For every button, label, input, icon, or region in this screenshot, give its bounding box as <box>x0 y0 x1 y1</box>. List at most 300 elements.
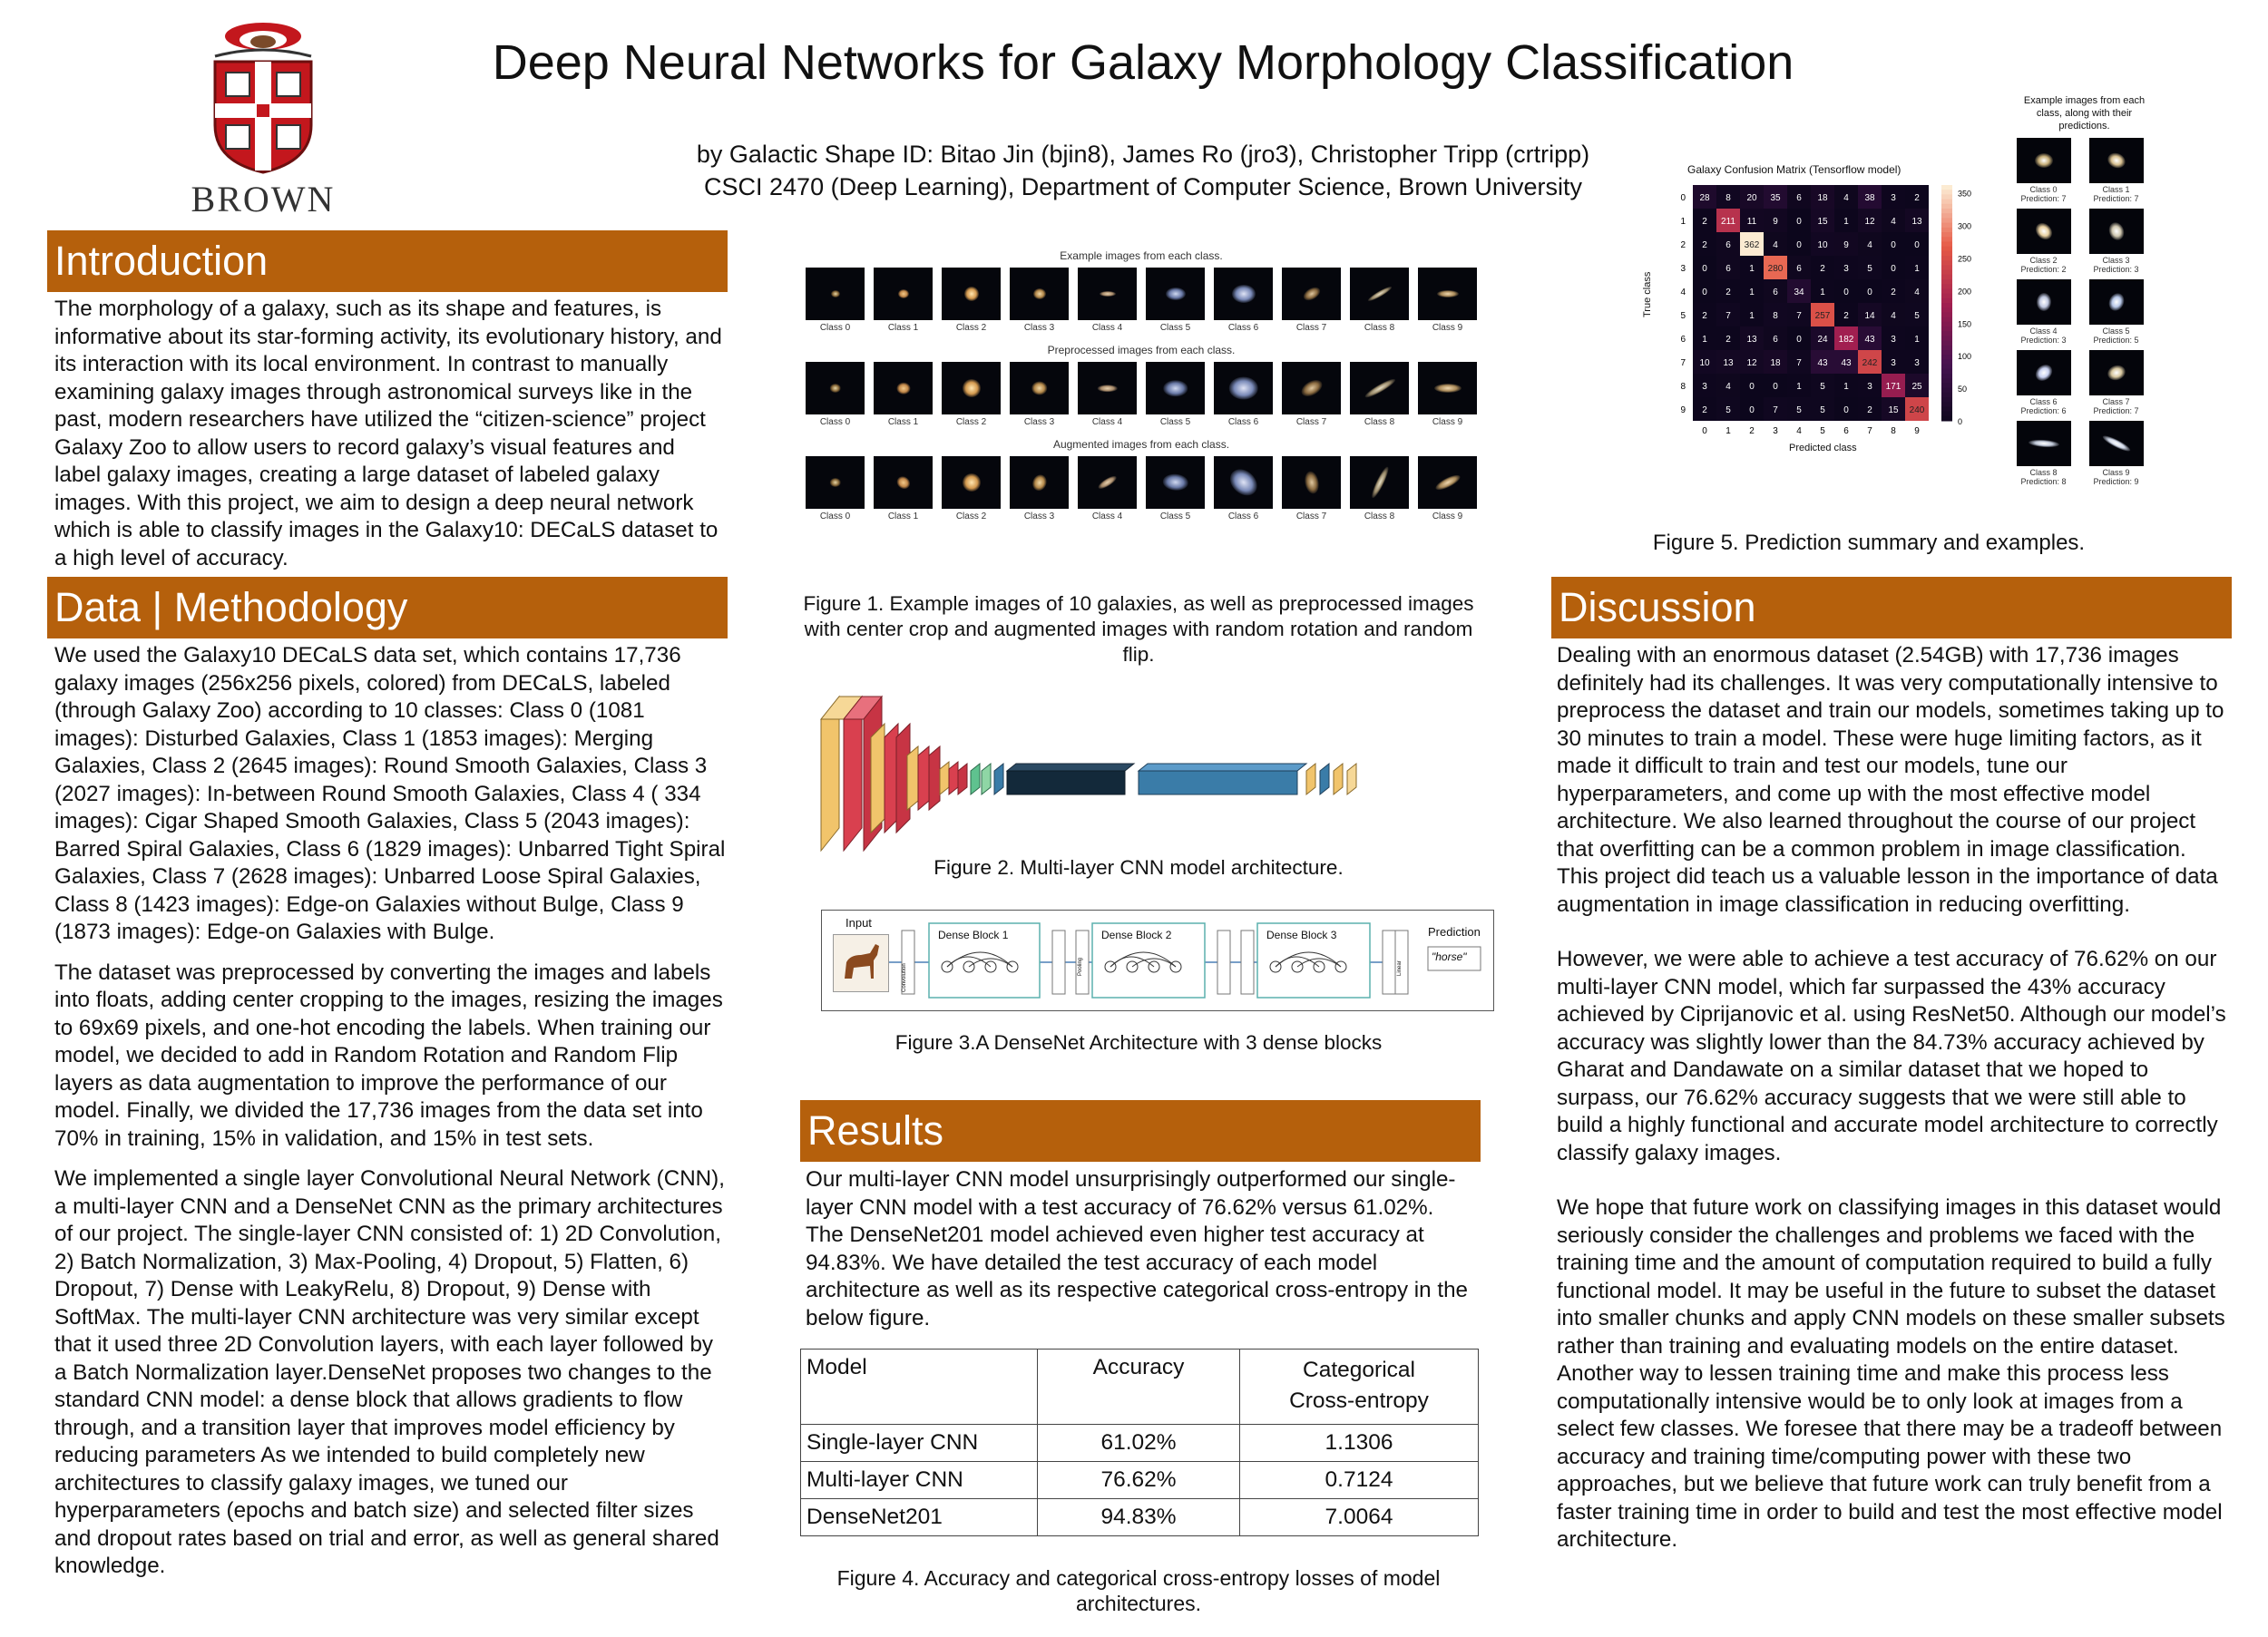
matrix-cell-value: 13 <box>1746 335 1757 345</box>
prediction-value: "horse" <box>1432 950 1467 963</box>
galaxy-thumbnail <box>806 268 865 333</box>
discussion-heading <box>1551 577 2232 638</box>
matrix-cell-value: 0 <box>1843 287 1849 297</box>
matrix-cell-value: 182 <box>1838 335 1854 345</box>
densenet-flow-diagram <box>822 911 1493 1010</box>
matrix-cell-value: 6 <box>1725 264 1731 274</box>
matrix-cell-value: 1 <box>1796 382 1802 392</box>
colorbar-segment <box>1941 223 1952 229</box>
colorbar-tick: 300 <box>1958 221 1972 231</box>
matrix-cell-value: 5 <box>1820 405 1825 415</box>
example-class: Class 6 <box>2029 397 2058 406</box>
matrix-cell-value: 18 <box>1817 193 1828 203</box>
galaxy-thumbnail <box>1078 362 1137 427</box>
colorbar-segment <box>1941 341 1952 346</box>
matrix-cell-value: 1 <box>1749 264 1755 274</box>
brown-logo <box>195 16 331 175</box>
matrix-cell-value: 3 <box>1843 264 1849 274</box>
galaxy-thumbnail <box>1010 268 1069 333</box>
matrix-cell-value: 18 <box>1770 358 1781 368</box>
galaxy-thumbnail <box>1078 456 1137 521</box>
galaxy-class-label: Class 9 <box>1432 417 1463 427</box>
matrix-cell-value: 1 <box>1749 311 1755 321</box>
galaxy-thumbnail <box>1010 362 1069 427</box>
matrix-cell-value: 6 <box>1773 335 1778 345</box>
colorbar-segment <box>1941 312 1952 317</box>
colorbar-segment <box>1941 359 1952 365</box>
galaxy-class-label: Class 7 <box>1295 323 1327 333</box>
colorbar-segment <box>1941 336 1952 341</box>
matrix-cell-value: 242 <box>1862 358 1878 368</box>
discussion-heading-text: Discussion <box>1559 584 1756 630</box>
example-prediction <box>2017 209 2071 274</box>
colorbar-segment <box>1941 369 1952 375</box>
colorbar-segment <box>1941 322 1952 327</box>
galaxy-class-label: Class 4 <box>1091 323 1123 333</box>
galaxy-class-label: Class 6 <box>1227 512 1259 521</box>
example-class: Class 1 <box>2102 185 2130 194</box>
header-cross-entropy <box>1240 1350 1479 1425</box>
galaxy-image <box>1350 456 1409 509</box>
colorbar-segment <box>1941 204 1952 209</box>
discussion-paragraph-3: We hope that future work on classifying images in this dataset would seriously consider the challenges and problems we faced with the training time and the amount of computation required to build a fully functional model. It may be useful in the future to subset the dataset into smaller chunks and apply CNN models on these smaller subsets rather than training and evaluating models on the entire dataset. Another way to lessen training time and make this process less computationally intensive would be to only look at images from a select few classes. We foresee that there may be a tradeoff between accuracy and training time/computing power with these two approaches, but we believe that future work can truly benefit from a faster training time in order to build and test the most effective model architecture. <box>1557 1195 2225 1552</box>
matrix-cell-value: 2 <box>1843 311 1849 321</box>
matrix-cell-value: 171 <box>1885 382 1901 392</box>
colorbar-segment <box>1941 406 1952 412</box>
x-tick-label: 3 <box>1773 426 1778 436</box>
matrix-cell-value: 4 <box>1867 240 1872 250</box>
example-prediction <box>2089 209 2144 274</box>
matrix-cell-value: 3 <box>1891 335 1896 345</box>
galaxy-image <box>1418 456 1477 509</box>
matrix-cell-value: 35 <box>1770 193 1781 203</box>
matrix-cell-value: 1 <box>1843 382 1849 392</box>
matrix-cell-value: 6 <box>1773 287 1778 297</box>
galaxy-class-label: Class 8 <box>1364 512 1395 521</box>
galaxy-image <box>1010 268 1069 320</box>
galaxy-image <box>1214 268 1273 320</box>
dense-block-2-label: Dense Block 2 <box>1101 929 1172 941</box>
input-label: Input <box>846 916 872 930</box>
authors-line-1: by Galactic Shape ID: Bitao Jin (bjin8), James Ro (jro3), Christopher Tripp (crtripp) <box>696 141 1590 168</box>
matrix-cell-value: 7 <box>1796 311 1802 321</box>
colorbar-tick: 50 <box>1958 385 1968 395</box>
matrix-cell-value: 1 <box>1820 287 1825 297</box>
example-galaxy-image <box>2089 138 2144 183</box>
galaxy-image <box>942 362 1001 414</box>
colorbar-tick: 0 <box>1958 417 1963 426</box>
colorbar-segment <box>1941 237 1952 242</box>
figure-1-image-row <box>806 268 1477 333</box>
colorbar-tick: 250 <box>1958 254 1972 264</box>
x-tick-label: 7 <box>1867 426 1872 436</box>
table-row <box>801 1425 1479 1462</box>
colorbar-segment <box>1941 294 1952 299</box>
example-galaxy-image <box>2017 279 2071 325</box>
galaxy-class-label: Class 7 <box>1295 417 1327 427</box>
results-table-container <box>800 1349 1481 1536</box>
galaxy-image <box>1146 268 1205 320</box>
galaxy-image <box>1010 456 1069 509</box>
colorbar-tick: 350 <box>1958 189 1972 199</box>
colorbar-segment <box>1941 241 1952 247</box>
matrix-cell-value: 1 <box>1914 335 1920 345</box>
colorbar-segment <box>1941 256 1952 261</box>
colorbar-segment <box>1941 383 1952 388</box>
conv-label: Convolution <box>902 963 907 992</box>
matrix-cell-value: 6 <box>1796 264 1802 274</box>
discussion-paragraph-2: However, we were able to achieve a test accuracy of 76.62% on our multi-layer CNN model, which far surpassed the 43% accuracy achieved by Ciprijanovic et al. using ResNet50. Although our model’s accuracy was slightly lower than the 84.73% accuracy achieved by Gharat and Dandawate on a similar dataset that we hoped to surpass, our 76.62% accuracy suggests that we were still able to build a highly functional and accurate model architecture to correctly classify galaxy images. <box>1557 947 2226 1165</box>
colorbar-segment <box>1941 190 1952 195</box>
matrix-title: Galaxy Confusion Matrix (Tensorflow model) <box>1687 163 1901 176</box>
galaxy-class-label: Class 2 <box>955 512 987 521</box>
example-galaxy-image <box>2089 350 2144 395</box>
y-tick-label: 5 <box>1680 311 1686 321</box>
colorbar-segment <box>1941 307 1952 313</box>
galaxy-image <box>1418 362 1477 414</box>
colorbar-segment <box>1941 218 1952 223</box>
matrix-cell-value: 0 <box>1867 287 1872 297</box>
galaxy-image <box>806 268 865 320</box>
colorbar-segment <box>1941 265 1952 270</box>
galaxy-class-label: Class 3 <box>1023 323 1055 333</box>
example-galaxy-image <box>2017 350 2071 395</box>
galaxy-image <box>1282 456 1341 509</box>
galaxy-class-label: Class 9 <box>1432 323 1463 333</box>
matrix-cell-value: 3 <box>1891 358 1896 368</box>
colorbar-segment <box>1941 185 1952 190</box>
example-galaxy-image <box>2017 209 2071 254</box>
pool-label: Pooling <box>1078 957 1083 976</box>
matrix-cell-value: 2 <box>1725 335 1731 345</box>
introduction-paragraph: The morphology of a galaxy, such as its shape and features, is informative about its star-forming activity, its evolutionary history, and its interaction with its local environment. In contrast to manually examining galaxy images through astronomical surveys like in the past, modern researchers have utilized the “citizen-science” project Galaxy Zoo to allow users to record galaxy’s visual features and label galaxy images, creating a large dataset of labeled galaxy images. With this project, we aim to design a deep neural network which is able to classify images in the Galaxy10: DECaLS dataset to a high level of accuracy. <box>54 297 722 570</box>
matrix-cell-value: 2 <box>1702 311 1707 321</box>
data-methodology-heading-text: Data | Methodology <box>54 584 408 630</box>
y-tick-label: 7 <box>1680 358 1686 368</box>
matrix-cell-value: 8 <box>1725 193 1731 203</box>
matrix-cell-value: 43 <box>1841 358 1852 368</box>
galaxy-class-label: Class 5 <box>1159 323 1191 333</box>
galaxy-class-label: Class 1 <box>887 323 919 333</box>
matrix-cell-value: 15 <box>1888 405 1899 415</box>
matrix-cell-value: 280 <box>1767 264 1784 274</box>
matrix-cell-value: 2 <box>1914 193 1920 203</box>
galaxy-image <box>1350 362 1409 414</box>
galaxy-thumbnail <box>1010 456 1069 521</box>
example-prediction-text: Prediction: 3 <box>2020 336 2067 345</box>
figure-1 <box>806 249 1477 521</box>
example-class: Class 0 <box>2029 185 2058 194</box>
x-tick-label: 5 <box>1820 426 1825 436</box>
matrix-xlabel: Predicted class <box>1789 443 1857 453</box>
results-paragraph: Our multi-layer CNN model unsurprisingly outperformed our single-layer CNN model with a test accuracy of 76.62% versus 61.02%. The DenseNet201 model achieved even higher test accuracy at 94.83%. We have detailed the test accuracy of each model architecture as well as its respective categorical cross-entropy in the below figure. <box>806 1167 1468 1330</box>
galaxy-image <box>942 268 1001 320</box>
galaxy-class-label: Class 3 <box>1023 512 1055 521</box>
matrix-cell-value: 4 <box>1914 287 1920 297</box>
example-class: Class 9 <box>2102 468 2130 477</box>
galaxy-thumbnail <box>1350 362 1409 427</box>
discussion-text <box>1557 642 2232 1567</box>
matrix-cell-value: 10 <box>1817 240 1828 250</box>
galaxy-thumbnail <box>1282 362 1341 427</box>
colorbar-segment <box>1941 247 1952 252</box>
galaxy-thumbnail <box>1418 268 1477 333</box>
galaxy-class-label: Class 0 <box>819 417 851 427</box>
example-class: Class 5 <box>2102 326 2130 336</box>
figure-5-caption: Figure 5. Prediction summary and examples. <box>1652 531 2086 555</box>
header-accuracy: Accuracy <box>1038 1350 1240 1425</box>
row-1-accuracy: 76.62% <box>1038 1462 1240 1499</box>
example-class: Class 3 <box>2102 256 2130 265</box>
brown-shield-icon <box>195 16 331 175</box>
example-galaxy-image <box>2089 209 2144 254</box>
matrix-cell-value: 34 <box>1794 287 1804 297</box>
galaxy-class-label: Class 9 <box>1432 512 1463 521</box>
galaxy-image <box>1214 456 1273 509</box>
matrix-cell-value: 0 <box>1749 405 1755 415</box>
x-tick-label: 6 <box>1843 426 1849 436</box>
colorbar-segment <box>1941 402 1952 407</box>
galaxy-class-label: Class 0 <box>819 323 851 333</box>
galaxy-thumbnail <box>1282 268 1341 333</box>
galaxy-image <box>1078 362 1137 414</box>
results-text <box>806 1166 1477 1345</box>
galaxy-class-label: Class 4 <box>1091 512 1123 521</box>
colorbar-segment <box>1941 213 1952 219</box>
matrix-cell-value: 0 <box>1891 264 1896 274</box>
matrix-cell-value: 43 <box>1864 335 1875 345</box>
galaxy-thumbnail <box>806 456 865 521</box>
galaxy-image <box>1146 456 1205 509</box>
y-tick-label: 3 <box>1680 264 1686 274</box>
matrix-cell-value: 1 <box>1702 335 1707 345</box>
matrix-cell-value: 2 <box>1702 405 1707 415</box>
colorbar-segment <box>1941 200 1952 205</box>
galaxy-thumbnail <box>874 456 933 521</box>
galaxy-thumbnail <box>1146 362 1205 427</box>
y-tick-label: 6 <box>1680 335 1686 345</box>
logo-text: BROWN <box>191 179 336 219</box>
galaxy-thumbnail <box>874 362 933 427</box>
colorbar-segment <box>1941 275 1952 280</box>
x-tick-label: 8 <box>1891 426 1896 436</box>
row-2-loss: 7.0064 <box>1240 1499 1479 1536</box>
authors <box>508 138 1778 203</box>
row-0-accuracy: 61.02% <box>1038 1425 1240 1462</box>
colorbar-segment <box>1941 260 1952 266</box>
figure-1-caption: Figure 1. Example images of 10 galaxies, as well as preprocessed images with center crop and augmented images with random rotation and random flip. <box>803 592 1474 666</box>
galaxy-class-label: Class 6 <box>1227 417 1259 427</box>
galaxy-thumbnail <box>1146 456 1205 521</box>
row-0-model: Single-layer CNN <box>801 1425 1038 1462</box>
matrix-cell-value: 0 <box>1796 240 1802 250</box>
galaxy-thumbnail <box>1146 268 1205 333</box>
introduction-heading <box>47 230 728 292</box>
matrix-cell-value: 0 <box>1702 287 1707 297</box>
galaxy-class-label: Class 4 <box>1091 417 1123 427</box>
matrix-cell-value: 211 <box>1721 217 1735 227</box>
colorbar-tick: 200 <box>1958 287 1972 297</box>
galaxy-image <box>1214 362 1273 414</box>
example-galaxy-image <box>2089 421 2144 466</box>
matrix-cell-value: 25 <box>1911 382 1922 392</box>
colorbar-segment <box>1941 365 1952 370</box>
row-1-loss: 0.7124 <box>1240 1462 1479 1499</box>
matrix-cell-value: 0 <box>1796 335 1802 345</box>
example-prediction <box>2017 279 2071 345</box>
colorbar-segment <box>1941 209 1952 214</box>
colorbar-segment <box>1941 326 1952 332</box>
methodology-paragraph-3: We implemented a single layer Convolutional Neural Network (CNN), a multi-layer CNN and a DenseNet CNN as the primary architectures of our project. The single-layer CNN consisted of: 1) 2D Convolution, 2) Batch Normalization, 3) Max-Pooling, 4) Dropout, 5) Flatten, 6) Dropout, 7) Dense with LeakyRelu, 8) Dropout, 9) Dense with SoftMax. The multi-layer CNN architecture was very similar except that it used three 2D Convolution layers, with each layer followed by a Batch Normalization layer.DenseNet proposes two changes to the standard CNN model: a dense block that allows gradients to flow through, and a transition layer that improves model efficiency by reducing parameters As we intended to build completely new architectures to classify galaxy images, we tuned our hyperparameters (epochs and batch size) and selected filter sizes and dropout rates based on trial and error, as well as general shared knowledge. <box>54 1166 725 1578</box>
example-prediction <box>2089 279 2144 345</box>
matrix-cell-value: 11 <box>1746 217 1757 227</box>
data-methodology-heading <box>47 577 728 638</box>
colorbar-tick: 100 <box>1958 352 1972 362</box>
galaxy-class-label: Class 2 <box>955 417 987 427</box>
galaxy-image <box>1418 268 1477 320</box>
colorbar-segment <box>1941 270 1952 276</box>
colorbar-segment <box>1941 397 1952 403</box>
colorbar-segment <box>1941 355 1952 360</box>
example-prediction-text: Prediction: 7 <box>2093 406 2139 415</box>
matrix-cell-value: 2 <box>1702 240 1707 250</box>
galaxy-thumbnail <box>942 456 1001 521</box>
galaxy-class-label: Class 5 <box>1159 417 1191 427</box>
confusion-matrix <box>1669 178 2032 450</box>
colorbar-segment <box>1941 378 1952 384</box>
example-class: Class 4 <box>2029 326 2058 336</box>
matrix-cell-value: 13 <box>1723 358 1734 368</box>
example-prediction <box>2017 421 2071 486</box>
galaxy-thumbnail <box>1350 268 1409 333</box>
matrix-cell-value: 3 <box>1867 382 1872 392</box>
colorbar-segment <box>1941 279 1952 285</box>
galaxy-image <box>806 362 865 414</box>
matrix-cell-value: 1 <box>1843 217 1849 227</box>
galaxy-thumbnail <box>1350 456 1409 521</box>
matrix-cell-value: 2 <box>1820 264 1825 274</box>
results-heading <box>800 1100 1481 1162</box>
galaxy-image <box>874 268 933 320</box>
galaxy-thumbnail <box>942 362 1001 427</box>
example-prediction-text: Prediction: 7 <box>2093 194 2139 203</box>
row-2-model: DenseNet201 <box>801 1499 1038 1536</box>
x-tick-label: 1 <box>1725 426 1731 436</box>
colorbar-segment <box>1941 388 1952 394</box>
results-table-header-row <box>801 1350 1479 1425</box>
methodology-paragraph-1: We used the Galaxy10 DECaLS data set, which contains 17,736 galaxy images (256x256 pixels, colored) from DECaLS, labeled (through Galaxy Zoo) according to 10 classes: Class 0 (1081 images): Disturbed Galaxies, Class 1 (1853 images): Merging Galaxies, Class 2 (2645 images): Round Smooth Galaxies, Class 3 (2027 images): In-between Round Smooth Galaxies, Class 4 ( 334 images): Cigar Shaped Smooth Galaxies, Class 5 (2043 images): Barred Spiral Galaxies, Class 6 (1829 images): Unbarred Tight Spiral Galaxies, Class 7 (2628 images): Unbarred Loose Spiral Galaxies, Class 8 (1423 images): Edge-on Galaxies without Bulge, Class 9 (1873 images): Edge-on Galaxies with Bulge. <box>54 643 726 944</box>
colorbar-segment <box>1941 228 1952 233</box>
galaxy-image <box>1078 268 1137 320</box>
figure-1-row-title: Preprocessed images from each class. <box>1047 344 1236 356</box>
dense-block-3-label: Dense Block 3 <box>1266 929 1337 941</box>
matrix-cell-value: 14 <box>1864 311 1875 321</box>
example-prediction-text: Prediction: 3 <box>2093 265 2139 274</box>
example-prediction-text: Prediction: 6 <box>2020 406 2067 415</box>
figure-1-row-title: Example images from each class. <box>1060 249 1223 262</box>
matrix-cell-value: 4 <box>1891 311 1896 321</box>
galaxy-class-label: Class 3 <box>1023 417 1055 427</box>
examples-grid <box>2014 138 2155 486</box>
linear-label: Linear <box>1397 960 1403 976</box>
x-tick-label: 2 <box>1749 426 1755 436</box>
poster-title: Deep Neural Networks for Galaxy Morphology Classification <box>492 35 1794 90</box>
matrix-cell-value: 9 <box>1773 217 1778 227</box>
galaxy-thumbnail <box>1418 362 1477 427</box>
galaxy-class-label: Class 1 <box>887 512 919 521</box>
matrix-cell-value: 12 <box>1746 358 1757 368</box>
example-prediction-text: Prediction: 8 <box>2020 477 2067 486</box>
matrix-cell-value: 0 <box>1914 240 1920 250</box>
figure-3-caption: Figure 3.A DenseNet Architecture with 3 dense blocks <box>894 1031 1383 1054</box>
matrix-cell-value: 7 <box>1773 405 1778 415</box>
matrix-cell-value: 0 <box>1796 217 1802 227</box>
matrix-cell-value: 0 <box>1891 240 1896 250</box>
matrix-cell-value: 20 <box>1746 193 1757 203</box>
matrix-cell-value: 28 <box>1699 193 1710 203</box>
galaxy-image <box>1282 362 1341 414</box>
figure-2-caption: Figure 2. Multi-layer CNN model architecture. <box>934 856 1344 879</box>
galaxy-class-label: Class 5 <box>1159 512 1191 521</box>
matrix-cell-value: 3 <box>1891 193 1896 203</box>
example-galaxy-image <box>2017 138 2071 183</box>
matrix-cell-value: 5 <box>1867 264 1872 274</box>
galaxy-thumbnail <box>1418 456 1477 521</box>
matrix-cell-value: 257 <box>1814 311 1831 321</box>
matrix-cell-value: 5 <box>1796 405 1802 415</box>
colorbar-tick: 150 <box>1958 319 1972 329</box>
matrix-cell-value: 4 <box>1773 240 1778 250</box>
galaxy-thumbnail <box>1214 268 1273 333</box>
y-tick-label: 9 <box>1680 405 1686 415</box>
matrix-cell-value: 15 <box>1817 217 1828 227</box>
galaxy-thumbnail <box>1282 456 1341 521</box>
example-prediction-text: Prediction: 7 <box>2020 194 2067 203</box>
example-galaxy-image <box>2017 421 2071 466</box>
matrix-cell-value: 0 <box>1843 405 1849 415</box>
figure-1-image-row <box>806 456 1477 521</box>
galaxy-class-label: Class 7 <box>1295 512 1327 521</box>
galaxy-class-label: Class 1 <box>887 417 919 427</box>
example-class: Class 8 <box>2029 468 2058 477</box>
example-galaxy-image <box>2089 279 2144 325</box>
colorbar-segment <box>1941 374 1952 379</box>
figure-5 <box>1642 154 2032 453</box>
matrix-cell-value: 24 <box>1817 335 1828 345</box>
matrix-cell-value: 8 <box>1773 311 1778 321</box>
y-tick-label: 8 <box>1680 382 1686 392</box>
colorbar-segment <box>1941 303 1952 308</box>
matrix-cell-value: 7 <box>1796 358 1802 368</box>
matrix-cell-value: 3 <box>1702 382 1707 392</box>
matrix-cell-value: 2 <box>1725 287 1731 297</box>
matrix-cell-value: 4 <box>1725 382 1731 392</box>
figure-3 <box>821 910 1494 1011</box>
row-0-loss: 1.1306 <box>1240 1425 1479 1462</box>
colorbar-segment <box>1941 232 1952 238</box>
matrix-cell-value: 5 <box>1820 382 1825 392</box>
authors-line-2: CSCI 2470 (Deep Learning), Department of Computer Science, Brown University <box>704 173 1582 200</box>
matrix-cell-value: 6 <box>1796 193 1802 203</box>
matrix-cell-value: 2 <box>1891 287 1896 297</box>
galaxy-image <box>1282 268 1341 320</box>
example-class: Class 7 <box>2102 397 2130 406</box>
matrix-cell-value: 1 <box>1749 287 1755 297</box>
data-methodology-text <box>54 642 726 1593</box>
y-tick-label: 0 <box>1680 193 1686 203</box>
galaxy-class-label: Class 6 <box>1227 323 1259 333</box>
matrix-cell-value: 13 <box>1911 217 1922 227</box>
